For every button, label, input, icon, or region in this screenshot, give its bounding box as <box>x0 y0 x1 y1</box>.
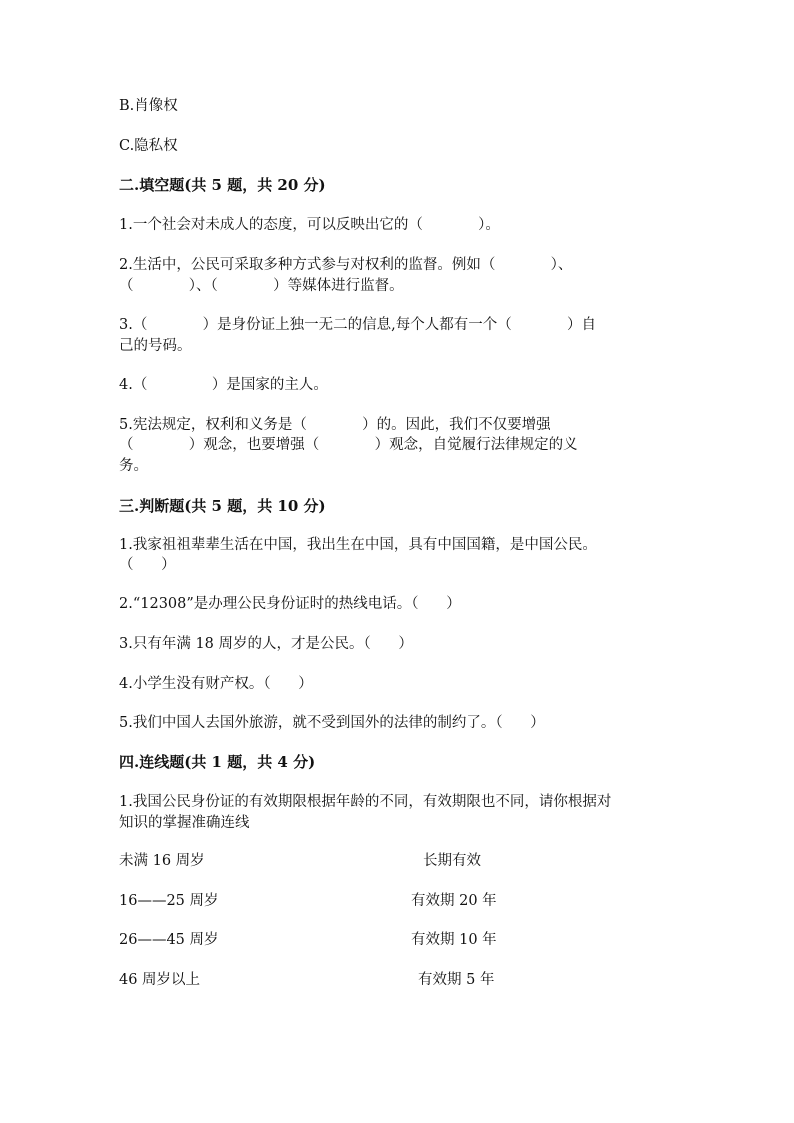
judge-q1-line1: 1.我家祖祖辈辈生活在中国，我出生在中国，具有中国国籍，是中国公民。 <box>119 537 597 553</box>
section3-heading: 三.判断题(共 5 题，共 10 分) <box>119 497 326 515</box>
match-right-item: 有效期 10 年 <box>411 932 497 948</box>
match-right-item: 有效期 5 年 <box>418 972 495 988</box>
match-left-item: 26——45 周岁 <box>119 932 219 948</box>
section2-heading: 二.填空题(共 5 题，共 20 分) <box>119 176 326 194</box>
judge-q1-line2: （ ） <box>119 557 176 573</box>
match-q1-line2: 知识的掌握准确连线 <box>119 815 250 831</box>
judge-q2: 2.“12308”是办理公民身份证时的热线电话。（ ） <box>119 596 461 612</box>
choice-c: C.隐私权 <box>119 138 178 154</box>
fill-q2-line1: 2.生活中，公民可采取多种方式参与对权利的监督。例如（ ）、 <box>119 257 573 273</box>
fill-q3-line1: 3.（ ）是身份证上独一无二的信息,每个人都有一个（ ）自 <box>119 317 597 333</box>
judge-q5: 5.我们中国人去国外旅游，就不受到国外的法律的制约了。（ ） <box>119 715 545 731</box>
match-q1-line1: 1.我国公民身份证的有效期限根据年龄的不同，有效期限也不同，请你根据对 <box>119 794 612 810</box>
match-left-item: 46 周岁以上 <box>119 972 201 988</box>
fill-q2-line2: （ ）、（ ）等媒体进行监督。 <box>119 278 404 294</box>
fill-q4: 4.（ ）是国家的主人。 <box>119 377 328 393</box>
match-right-item: 长期有效 <box>423 853 481 869</box>
judge-q3: 3.只有年满 18 周岁的人，才是公民。（ ） <box>119 636 413 652</box>
judge-q4: 4.小学生没有财产权。（ ） <box>119 676 313 692</box>
fill-q3-line2: 己的号码。 <box>119 338 192 354</box>
fill-q5-line1: 5.宪法规定，权利和义务是（ ）的。因此，我们不仅要增强 <box>119 417 551 433</box>
fill-q5-line3: 务。 <box>119 458 148 474</box>
match-left-item: 16——25 周岁 <box>119 893 219 909</box>
fill-q1: 1.一个社会对未成人的态度，可以反映出它的（ ）。 <box>119 217 500 233</box>
match-left-item: 未满 16 周岁 <box>119 853 205 869</box>
match-right-item: 有效期 20 年 <box>411 893 497 909</box>
section4-heading: 四.连线题(共 1 题，共 4 分) <box>119 753 316 771</box>
fill-q5-line2: （ ）观念，也要增强（ ）观念，自觉履行法律规定的义 <box>119 437 578 453</box>
choice-b: B.肖像权 <box>119 98 178 114</box>
